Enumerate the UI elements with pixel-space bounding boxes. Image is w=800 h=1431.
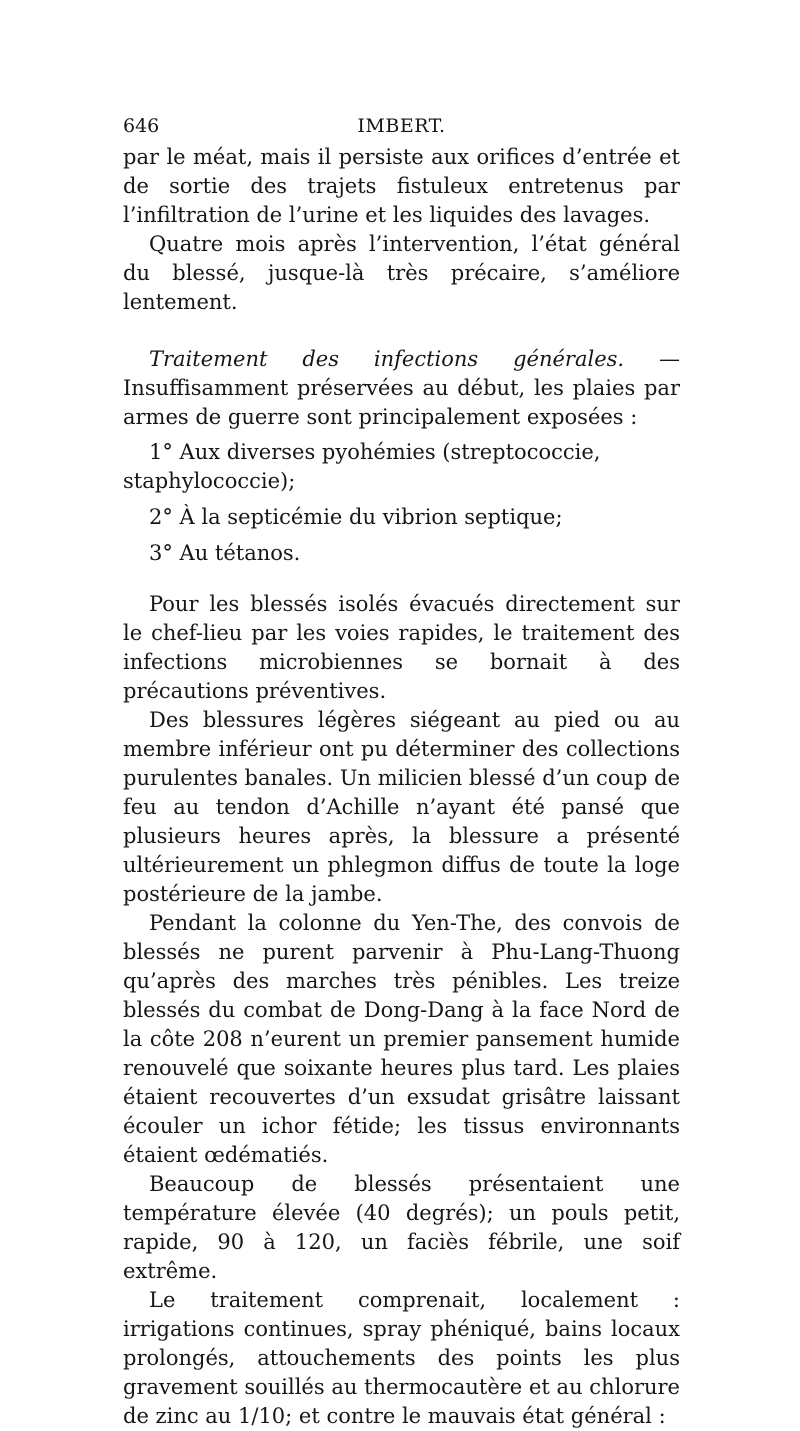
page-number: 646 <box>123 115 160 137</box>
list-item: 2° À la septicémie du vibrion septique; <box>149 505 563 529</box>
paragraph-1: par le méat, mais il persiste aux orifices d’entrée et de sortie des trajets fistuleux entretenus par l’infiltration de l’urine et les liquides des lavages. <box>123 145 680 227</box>
paragraph-8: Le traitement comprenait, localement : irrigations continues, spray phéniqué, bains locaux prolongés, attouchements des points les plus gravement souillés au thermocautère et au chlorure de zinc au 1/10; et contre le mauvais état général : <box>123 1288 680 1428</box>
page-body <box>123 143 680 1431</box>
infection-list <box>123 438 680 568</box>
paragraph-4: Pour les blessés isolés évacués directement sur le chef-lieu par les voies rapides, le traitement des infections microbiennes se bornait à des précautions préventives. <box>123 592 680 703</box>
paragraph-3 <box>123 345 680 432</box>
list-item: 1° Aux diverses pyohémies (streptococcie, staphylococcie); <box>123 440 601 493</box>
paragraph-7: Beaucoup de blessés présentaient une température élevée (40 degrés); un pouls petit, rapide, 90 à 120, un faciès fébrile, une soif extrême. <box>123 1172 680 1283</box>
paragraph-3-text: — Insuffisamment préservées au début, les plaies par armes de guerre sont principalement exposées : <box>123 347 680 429</box>
page-header <box>123 112 680 140</box>
paragraph-6: Pendant la colonne du Yen-The, des convois de blessés ne purent parvenir à Phu-Lang-Thuong qu’après des marches très pénibles. Les treize blessés du combat de Dong-Dang à la face Nord de la côte 208 n’eurent un premier pansement humide renouvelé que soixante heures plus tard. Les plaies étaient recouvertes d’un exsudat grisâtre laissant écouler un ichor fétide; les tissus environnants étaient œdématiés. <box>123 911 680 1167</box>
paragraph-5: Des blessures légères siégeant au pied ou au membre inférieur ont pu déterminer des collections purulentes banales. Un milicien blessé d’un coup de feu au tendon d’Achille n’ayant été pansé que plusieurs heures après, la blessure a présenté ultérieurement un phlegmon diffus de toute la loge postérieure de la jambe. <box>123 708 680 906</box>
section-heading: Traitement des infections générales. <box>149 347 625 371</box>
running-title: IMBERT. <box>357 115 446 137</box>
list-item: 3° Au tétanos. <box>149 541 301 565</box>
paragraph-2: Quatre mois après l’intervention, l’état général du blessé, jusque-là très précaire, s’améliore lentement. <box>123 232 680 314</box>
